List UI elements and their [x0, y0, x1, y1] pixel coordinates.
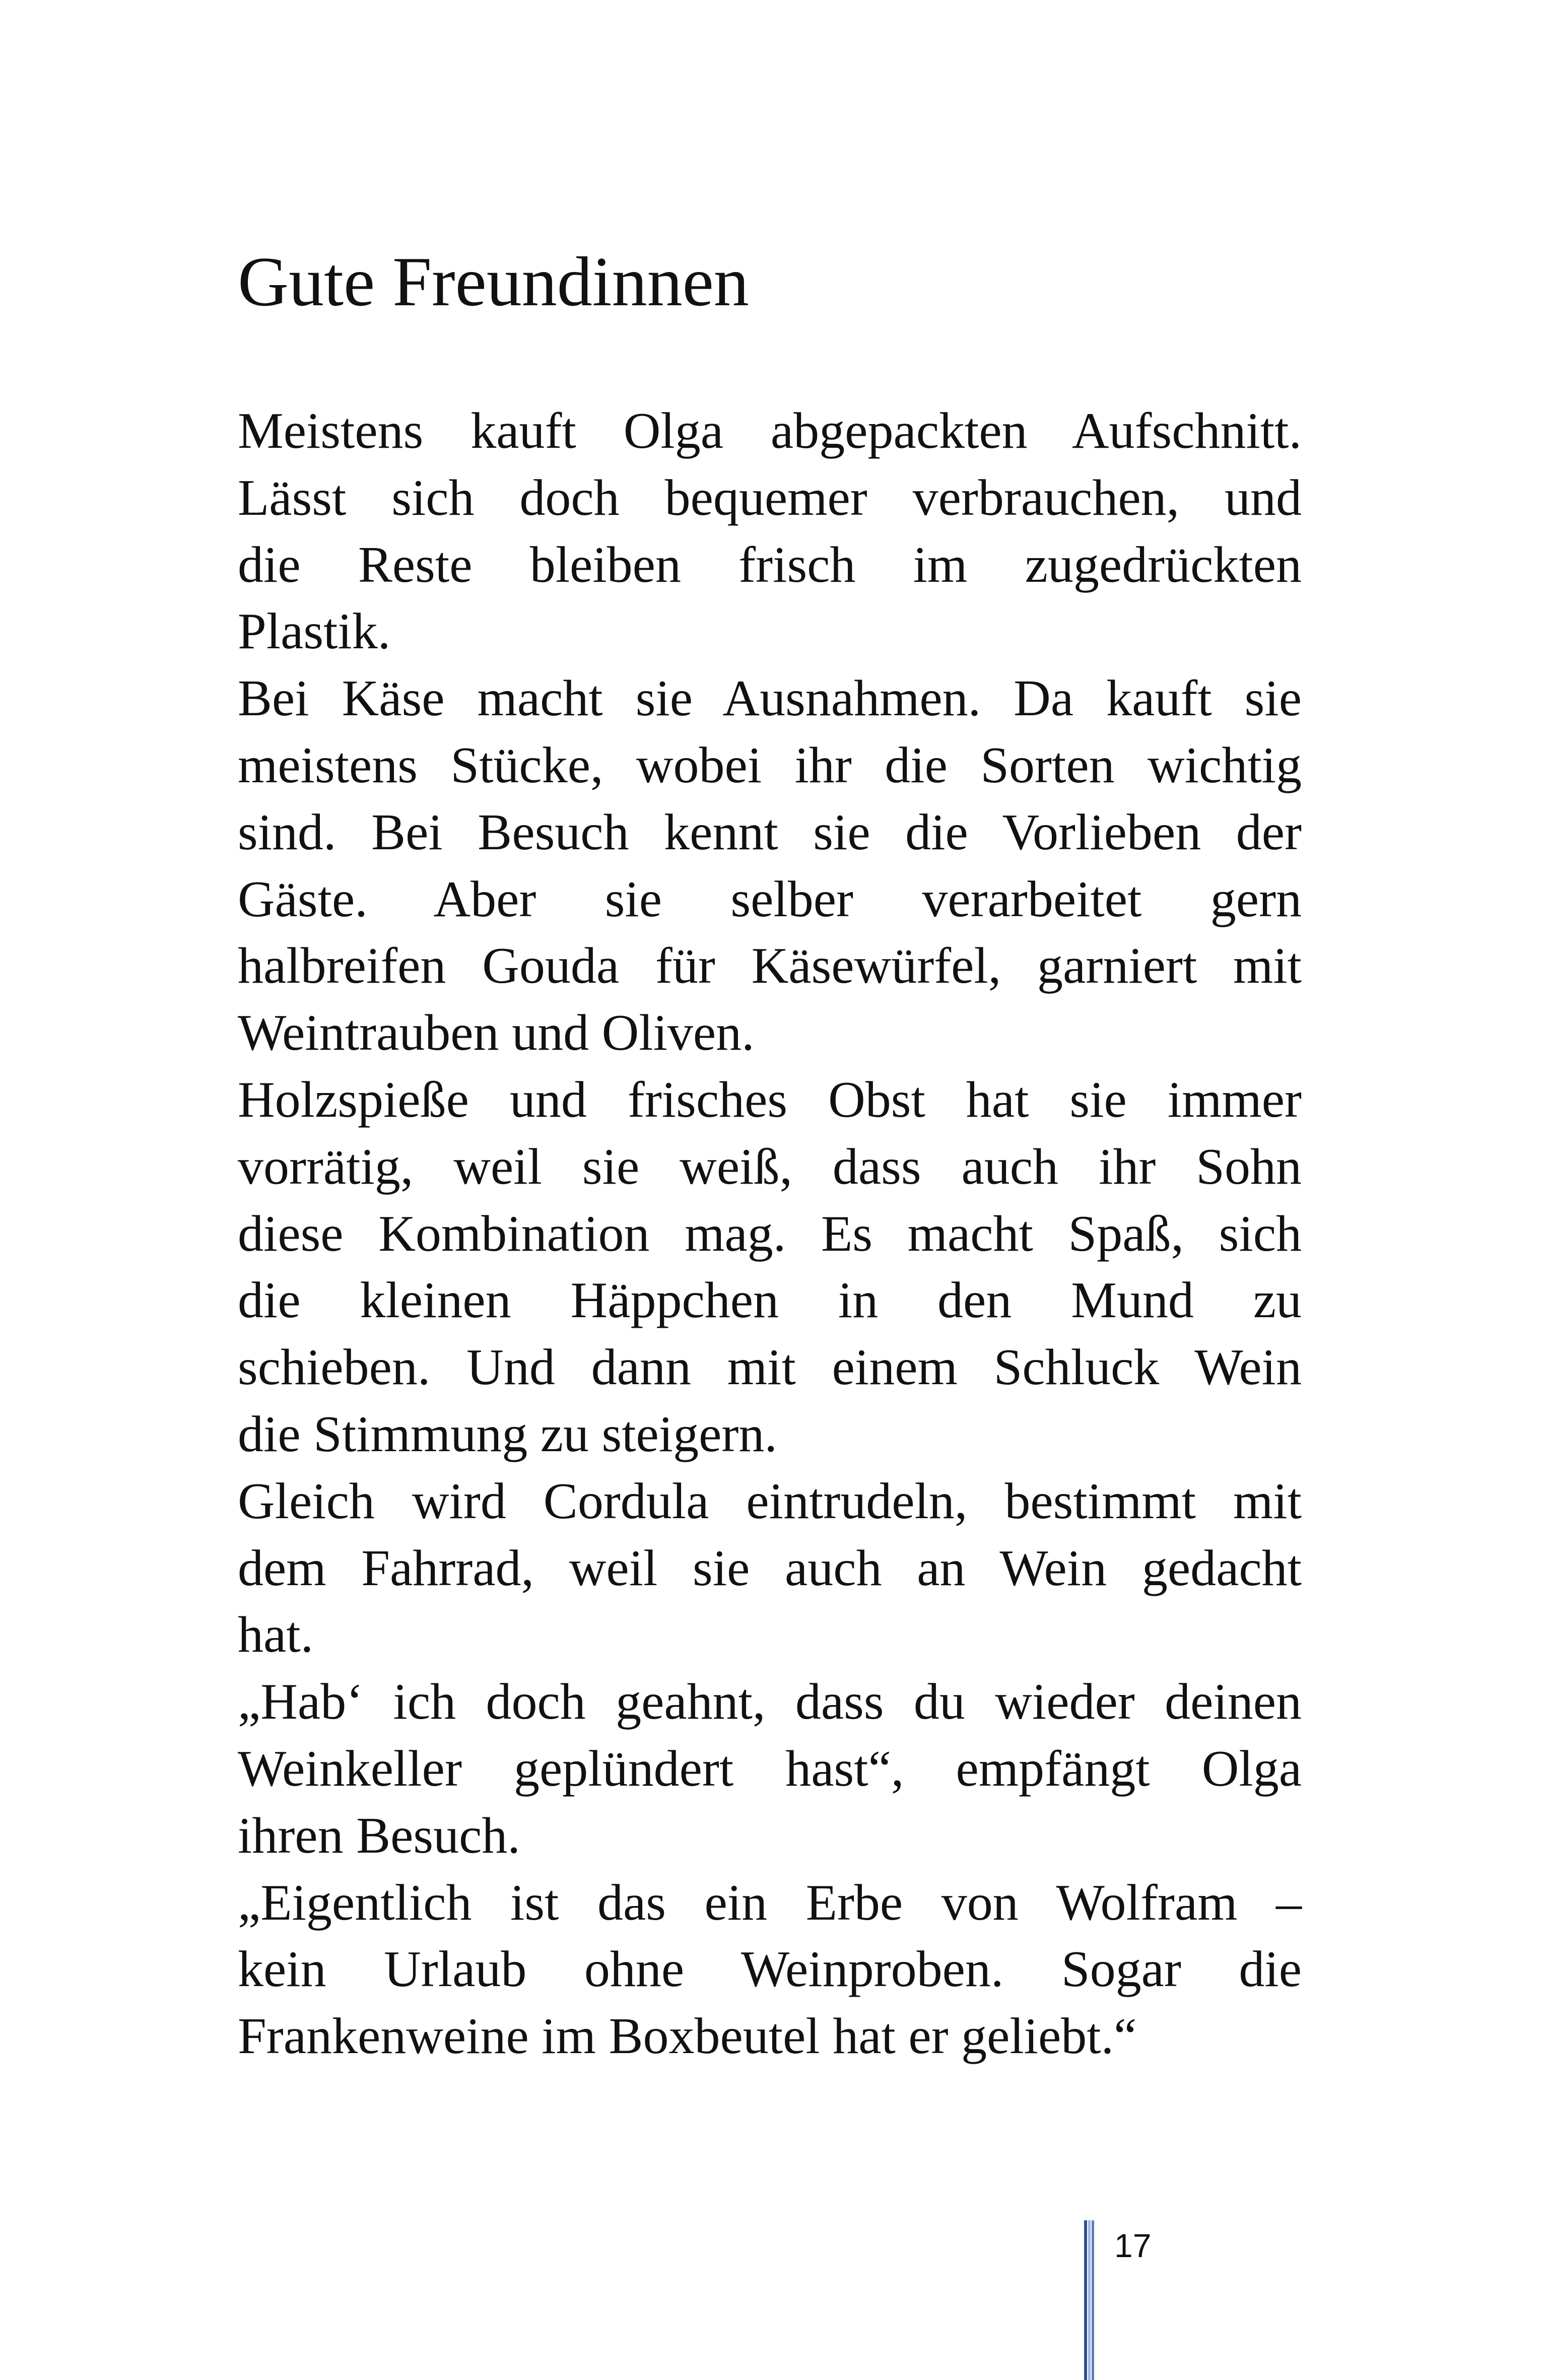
text-line: diese Kombination mag. Es macht Spaß, sich	[238, 1205, 1302, 1262]
text-line: vorrätig, weil sie weiß, dass auch ihr Sohn	[238, 1138, 1302, 1195]
text-line: kein Urlaub ohne Weinproben. Sogar die	[238, 1941, 1302, 1998]
page-number-rule	[1084, 2220, 1096, 2380]
text-line: „Eigentlich ist das ein Erbe von Wolfram –	[238, 1874, 1302, 1931]
body-text	[238, 398, 1302, 2070]
text-line: die Stimmung zu steigern.	[238, 1405, 777, 1463]
page-number: 17	[1114, 2227, 1152, 2264]
text-line: Plastik.	[238, 603, 391, 660]
text-line: dem Fahrrad, weil sie auch an Wein gedacht	[238, 1539, 1302, 1597]
text-line: Weinkeller geplündert hast“, empfängt Olga	[238, 1740, 1302, 1797]
text-line: meistens Stücke, wobei ihr die Sorten wichtig	[238, 736, 1302, 794]
text-line: „Hab‘ ich doch geahnt, dass du wieder deinen	[238, 1673, 1302, 1731]
text-line: die Reste bleiben frisch im zugedrückten	[238, 536, 1302, 593]
chapter-title: Gute Freundinnen	[238, 243, 749, 321]
text-line: hat.	[238, 1606, 314, 1664]
text-line: Meistens kauft Olga abgepackten Aufschnitt.	[238, 402, 1302, 459]
text-line: ihren Besuch.	[238, 1807, 520, 1864]
text-line: schieben. Und dann mit einem Schluck Wein	[238, 1339, 1302, 1396]
text-line: halbreifen Gouda für Käsewürfel, garniert mit	[238, 937, 1302, 995]
text-line: Gleich wird Cordula eintrudeln, bestimmt mit	[238, 1472, 1302, 1530]
text-line: die kleinen Häppchen in den Mund zu	[238, 1272, 1302, 1329]
text-line: Holzspieße und frisches Obst hat sie immer	[238, 1071, 1302, 1128]
text-line: sind. Bei Besuch kennt sie die Vorlieben der	[238, 803, 1302, 861]
text-line: Weintrauben und Oliven.	[238, 1004, 755, 1062]
text-line: Lässt sich doch bequemer verbrauchen, und	[238, 469, 1302, 526]
text-line: Bei Käse macht sie Ausnahmen. Da kauft sie	[238, 670, 1302, 727]
text-line: Gäste. Aber sie selber verarbeitet gern	[238, 870, 1302, 928]
text-line: Frankenweine im Boxbeutel hat er geliebt.“	[238, 2008, 1137, 2065]
